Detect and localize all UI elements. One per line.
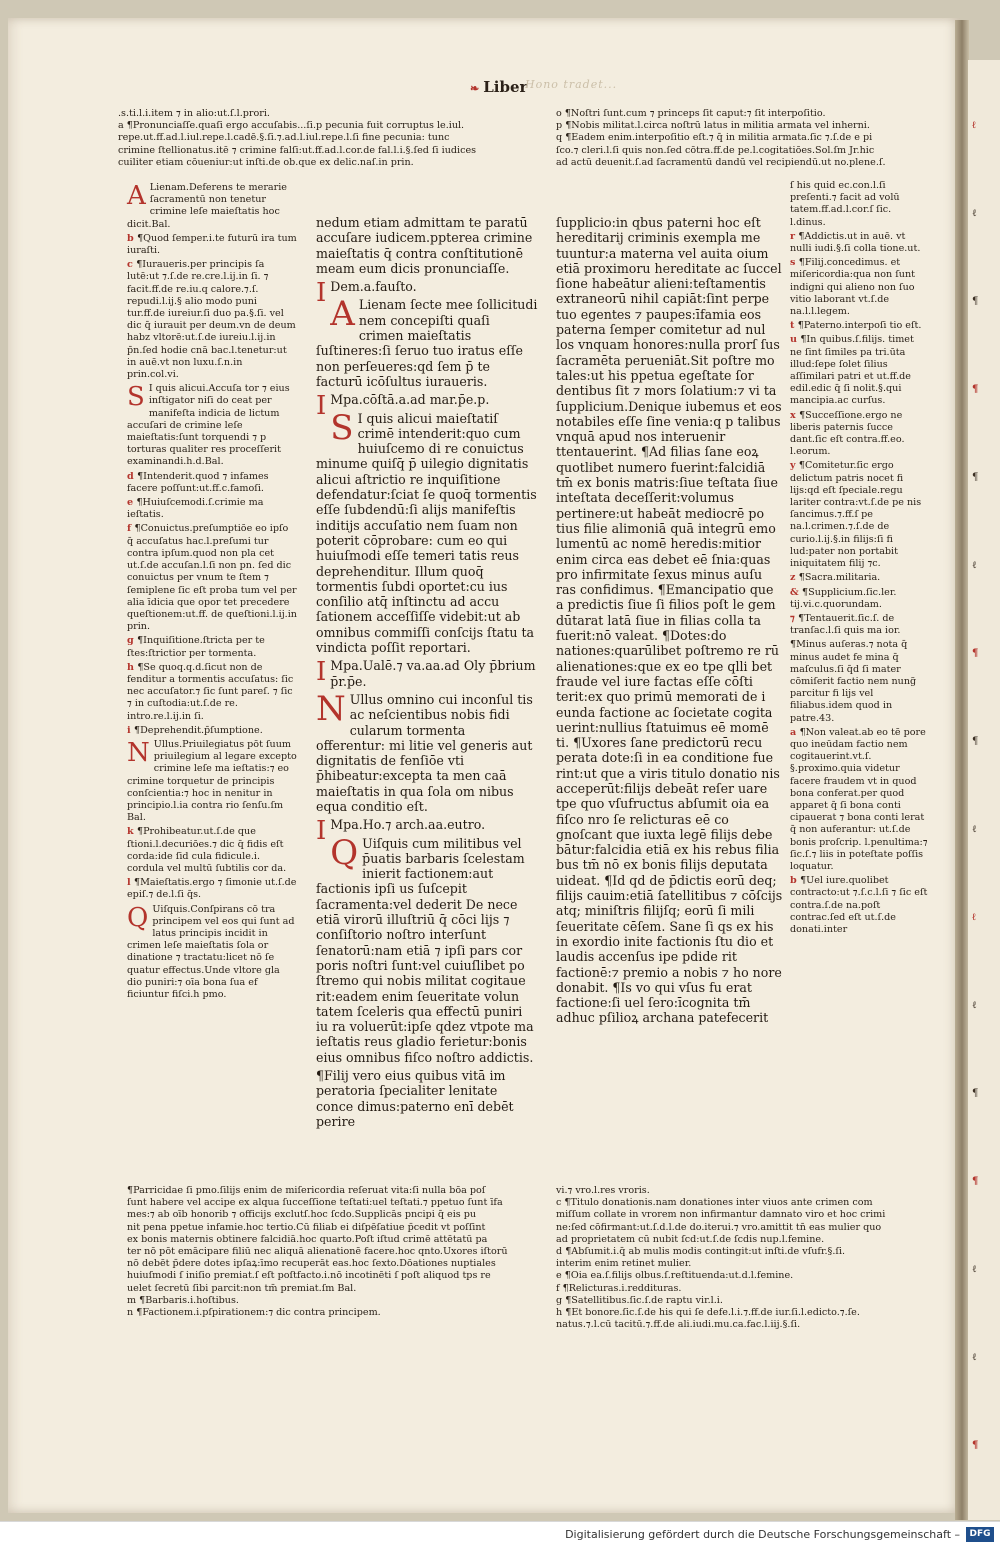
bottom-gloss-left <box>127 1185 547 1319</box>
main-text-column-a <box>316 215 538 1132</box>
bottom-gloss-right <box>556 1185 934 1331</box>
top-gloss-right <box>556 108 926 169</box>
gloss-text: ¶Tentauerit.ſic.ſ. de tranſac.l.ſi quis ma ior. <box>790 612 901 637</box>
gloss-text: ¶Supplicium.ſic.ler. tij.vi.c.quorundam. <box>790 586 897 610</box>
gloss-text: ſ his quid ec.con.l.ſi preſenti.⁊ facit ad volū tatem.ff.ad.l.cor.ſ ſic. l.dinus. <box>790 180 900 228</box>
text-paragraph <box>316 688 538 814</box>
facing-page-fragment: ¶ <box>972 736 979 747</box>
gloss-entry <box>790 727 928 873</box>
red-initial: A <box>330 294 355 335</box>
text-body: Mpa.cōſtā.a.ad mar.p̄e.p. <box>330 392 490 408</box>
gloss-line: ter nō pōt emācipare filiū nec aliquā alienationē facere.hoc qnto.Uxores iſtorū <box>127 1246 508 1258</box>
gloss-entry <box>127 471 297 495</box>
gloss-text: ¶Filij.concedimus. et miſericordia:qua non ſunt indigni qui alieno non ſuo vitio laborant vt.ſ.de na.l.l.legem. <box>790 257 915 318</box>
gloss-marker: y <box>790 460 799 472</box>
facing-page-fragment: ¶ <box>972 384 979 395</box>
red-initial: A <box>127 181 146 211</box>
gloss-line: huiuſmodi ſ iniſio premiat.ſ eſt poſtfacto.i.nō incotinēti ſ poſt aliquod tps re <box>127 1270 491 1282</box>
text-paragraph <box>316 832 538 1065</box>
gloss-line: ne:ſed cōfirmant:ut.ſ.d.l.de do.iterui.⁊ vro.amittit tn̄ eas mulier quo <box>556 1221 882 1233</box>
gloss-text: ¶Inquiſitione.ſtricta per te ſtes:ſtrictior per tormenta. <box>127 635 265 659</box>
gloss-line: q ¶Eadem enim.interpoſitio eſt.⁊ q̄ in militia armata.ſic ⁊.ſ.de e pi <box>556 132 873 144</box>
gloss-entry <box>127 383 297 468</box>
gloss-line: .s.ti.l.i.item ⁊ in alio:ut.ſ.l.prori. <box>118 108 270 119</box>
gloss-line: crimine ſtellionatus.itē ⁊ crimine falſi:ut.ff.ad.l.cor.de fal.l.i.§.ſed ſi iudices <box>118 144 477 156</box>
gloss-line: natus.⁊.l.cū tacitū.⁊.ff.de ali.iudi.mu.ca.fac.l.iij.§.ſi. <box>556 1319 801 1331</box>
facing-page-fragment: ¶ <box>972 1176 979 1187</box>
red-initial: I <box>316 657 327 688</box>
gloss-entry <box>127 826 297 875</box>
gloss-entry <box>790 334 928 407</box>
text-body: Mpa.Ho.⁊ arch.aa.eutro. <box>330 817 486 833</box>
gloss-text: ¶Prohibeatur.ut.ſ.de que ſtioni.l.decuriōes.⁊ dic q̄ fidis eſt corda:ide ſid cula fidicule.i. cordula vel multū ſubtilis cor da. <box>127 826 287 874</box>
gloss-marker: r <box>790 230 799 242</box>
gloss-marker: x <box>790 409 800 421</box>
gloss-text: ¶Comitetur.ſic ergo delictum patris nocet fi lijs:qd eſt ſpeciale.regu lariter contra:vt.ſ.de pe nis ſancimus.⁊.ff.ſ pe na.l.crimen.⁊.ſ.de de curio.l.ij.§.in filijs:ſi fi lud:pater non portabit iniquitatem filij ⁊c. <box>790 460 922 570</box>
gloss-text: ¶Huiuſcemodi.ſ.crimie ma ieſtatis. <box>127 497 264 521</box>
text-paragraph <box>316 391 538 422</box>
gloss-entry <box>127 523 297 633</box>
gloss-text: ¶Conuictus.preſumptiōe eo ipſo q̄ accuſatus hac.l.preſumi tur contra ipſum.quod non pla cet ut.ſ.de accuſan.l.ſi non pn. ſed dic conuictus per vnum te ſtem ⁊ ſemiplene ſic eſt proba tum vel per alia īdicia que opor tet precedere queſtionem:ut.ff. de queſtioni.l.ij.in prin. <box>127 523 297 633</box>
gloss-entry <box>127 739 297 824</box>
gloss-text: ¶Deprehendit.p̄ſumptione. <box>134 724 263 736</box>
left-gloss-column <box>127 182 297 1003</box>
gloss-marker: h <box>127 661 138 673</box>
text-body: Uiſquis cum militibus vel p̄uatis barbaris ſcelestam inierit factionem:aut factionis ipſi us ſuſcepit ſacramenta:vel dederit De nece etiā virorū illuſtriū q̄ cōci lijs ⁊ conſiſtorio noſtro interſunt ſenatorū:nam etiā ⁊ ipſi pars cor poris noſtri ſunt:vel cuiuſlibet po ſtremo qui nobis militat cogitaue rit:eadem enim ſeueritate volun tatem ſceleris qua effectū puniri iu ra voluerūt:ipſe qdez vtpote ma ieſtatis reus gladio ferietur:bonis eius omnibus fiſco noſtro addictis. <box>316 835 534 1065</box>
running-head <box>470 78 527 96</box>
gloss-line: n ¶Factionem.i.pſpirationem:⁊ dic contra principem. <box>127 1307 381 1319</box>
gloss-marker: f <box>127 523 135 535</box>
gloss-entry <box>790 587 928 611</box>
gloss-entry <box>790 613 928 637</box>
gloss-text: ¶Iuraueris.per principis ſa lutē:ut ⁊.ſ.de re.cre.l.ij.in ſi. ⁊ facit.ff.de re.iu.q calore.⁊.ſ. repudi.l.ij.§ alio modo puni tur.ff.de iureiur.ſi duo pa.§.ſi. vel dic q̄ iurauit per deum.vn de deum habz vltorē:ut.ſ.de iureiu.l.ij.in p̄n.ſed hodie cnā bac.l.tenetur:ut in auē.vt non luxu.ſ.n.in prin.col.vi. <box>127 259 296 381</box>
text-paragraph: ſupplicio:in qbus paterni hoc eſt hereditarij criminis exempla me tuuntur:a materna vel auita oium etiā proximoru hereditate ac ſuccel ſione habeātur alieni:teſtamentis extraneorū nihil capiāt:ſint perpe tuo egentes ⁊ paupes:īfamia eos paterna ſemper comitetur ad nul los vnquam honores:nulla prorſ ſus ſacramēta perueniāt.Sit poſtre mo tales:ut his ppetua egeſtate ſor dentibus ſit ⁊ mors ſolatium:⁊ vi ta ſupplicium.Denique iubemus et eos notabiles eſſe ſine venia:q p talibus vnquā apud nos interuenir ttentauerint. ¶Ad filias ſane eoꝝ quotlibet numero fuerint:falcidiā tm̄ ex bonis matris:ſiue teſtata ſiue inteſtata deceſſerit:volumus pertinere:ut habeāt mediocrē po tius filie alimoniā quā integrū emo lumentū ac nomē heredis:mitior enim circa eas debet eē ſnia:quas pro infirmitate ſexus minus auſu ras confidimus. ¶Emancipatio que a predictis ſiue ſi filios poſt le gem dūtarat latā ſiue in filias colla ta fuerit:nō valeat. ¶Dotes:do nationes:quarūlibet poſtremo re rū alienationes:que ex eo tpe qlli bet fraude vel iure factas eſſe cōſti terit:ex quo primū memorati de i eunda factione ac ſocietate cogita uerint:nullius ſtatuimus eē momē ti. ¶Uxores ſane predictorū recu perata dote:ſi in ea conditione fue rint:ut que a viris titulo donatio nis acceperūt:filijs debeāt reſer uare tpe quo vſufructus abſumit oia ea fiſco nro ſe relicturas eē co gnoſcant que iuxta legē filijs debe bātur:falcidia etiā ex his rebus filia bus tm̄ nō ex bonis filijs deputata uideat. ¶Id qd de p̄dictis eorū deq; filijs cauim:etiā ſatellitibus ⁊ cōſcijs atq; miniſtris filijſq; eorū ſi mili ſeueritate cēſem. Sane ſi qs ex his in exordio inite factionis ſtu dio et laudis accenſus ipe pdide rit factionē:⁊ premio a nobis ⁊ ho nore donabit. ¶Is vo qui vſus fu erat factione:ſi uel ſero:īcognita tm̄ adhuc pſilioꝝ archana patefecerit <box>556 215 783 1026</box>
facing-page-edge <box>968 60 1000 1520</box>
gloss-line: interim enim retinet mulier. <box>556 1258 692 1270</box>
gloss-marker: b <box>127 232 138 244</box>
gloss-text: ¶Sacra.militaria. <box>798 572 881 584</box>
gloss-line: h ¶Et bonore.ſic.ſ.de his qui ſe defe.l.i.⁊.ff.de iur.ſi.l.edicto.⁊.ſe. <box>556 1307 860 1319</box>
text-paragraph <box>316 407 538 656</box>
gloss-line: c ¶Titulo donationis.nam donationes inter viuos ante crimen com <box>556 1197 873 1209</box>
gloss-marker: l <box>127 877 134 889</box>
gloss-text: I quis alicui.Accuſa tor ⁊ eius inſtigator niſi do ceat per manifeſta indicia de lictum accuſari de crimine leſe maieſtatis:ſunt torquendi ⁊ p torturas qualiter res proceſſerit examinandi.h.d.Bal. <box>127 383 290 468</box>
gloss-line: ad actū deuenit.ſ.ad ſacramentū dandū vel recipiendū.ut no.plene.ſ. <box>556 156 886 168</box>
gloss-text: ¶Non valeat.ab eo tē pore quo ineūdam factio nem cogitauerint.vt.ſ. §.proximo.quia videtur facere fraudem vt in quod bona conferat.per quod apparet q̄ ſi bona conti cipauerat ⁊ bona conti lerat q̄ non auferantur: ut.ſ.de bonis proſcrip. l.penultima:⁊ ſic.ſ.⁊ liis in poteſtate poſſis loquatur. <box>790 726 928 872</box>
red-initial: N <box>127 737 150 768</box>
text-body: ¶Filij vero eius quibus vitā im peratoria ſpecialiter lenitate conce dimus:paterno enī debēt perire <box>316 1068 514 1129</box>
gloss-text: Ullus.Priuilegiatus pōt ſuum priuilegium al legare excepto crimine leſe ma ieſtatis:⁊ eo crimine torquetur de principis conſcientia:⁊ hoc in nenitur in principio.l.ia contra rio ſenſu.ſm Bal. <box>127 738 297 824</box>
main-text-column-b <box>556 215 784 1026</box>
text-paragraph <box>316 215 538 276</box>
gloss-text: Uiſquis.Conſpirans cō tra principem vel eos qui ſunt ad latus principis incidit in crimen leſe maieſtatis ſola or dinatione ⁊ tractatu:licet nō ſe quatur effectus.Unde vltore gla dio puniri:⁊ oīa bona ſua ef ficiuntur fiſci.h pmo. <box>127 903 295 1000</box>
gloss-line: uelet ſecretū ſibi parcit:non tm̄ premiat.ſm Bal. <box>127 1282 357 1294</box>
gloss-entry <box>790 572 928 584</box>
gloss-entry <box>127 904 297 1002</box>
gloss-marker: s <box>790 257 799 269</box>
gloss-marker: i <box>127 724 134 736</box>
gloss-entry <box>790 410 928 459</box>
text-body: nedum etiam admittam te paratū accuſare iudicem.ppterea crimine maieſtatis q̄ contra conſtitutionē meam eum dicis pronunciaſſe. <box>316 215 533 276</box>
gloss-marker: & <box>790 586 803 598</box>
facing-page-fragment: ℓ <box>972 824 977 835</box>
gloss-entry <box>790 639 928 724</box>
gloss-line: g ¶Satellitibus.ſic.ſ.de raptu vir.l.i. <box>556 1294 723 1306</box>
red-initial: I <box>316 816 327 847</box>
gloss-line: a ¶Pronunciaſſe.quaſi ergo accuſabis...ſi.p pecunia fuit corruptus le.iul. <box>118 120 465 132</box>
right-gloss-column <box>790 180 928 938</box>
show-through-text: Hono tradet... <box>525 78 618 91</box>
gloss-line: o ¶Noſtri ſunt.cum ⁊ princeps ſit caput:⁊ ſit interpoſitio. <box>556 108 826 119</box>
gloss-line: ad proprietatem cū nubit ſcd:ut.ſ.de ſcdis nup.l.femine. <box>556 1233 825 1245</box>
gloss-marker: g <box>127 635 138 647</box>
facing-page-fragment: ℓ <box>972 1264 977 1275</box>
facing-page-fragment: ℓ <box>972 208 977 219</box>
red-initial: Q <box>330 832 359 873</box>
gloss-line: d ¶Abſumit.i.q̄ ab mulis modis contingit:ut inſti.de vſufr.§.ſi. <box>556 1246 846 1258</box>
red-initial: Q <box>127 902 149 933</box>
gloss-marker: b <box>790 875 801 887</box>
gloss-text: ¶In quibus.ſ.filijs. timet ne ſint ſimiles pa tri.ūta illud:ſepe ſolet ſilius aſſimilari patri et ut.ff.de edil.edic q̄ ſi nolit.§.qui mancipia.ac curſus. <box>790 334 914 407</box>
facing-page-fragment: ℓ <box>972 560 977 571</box>
gloss-line: ¶Parricidae ſi pmo.ſilijs enim de miſericordia reſeruat vita:ſi nulla bōa poſ <box>127 1185 486 1196</box>
red-initial: I <box>316 391 327 422</box>
gloss-marker: a <box>790 726 800 738</box>
text-body: Lienam ſecte mee ſollicitudi nem concepiſti quaſi crimen maieſtatis ſuſtineres:ſi ſeruo tuo iratus eſſe non perſeueres:qd ſem p̄ te facturū icōſultus iuraueris. <box>316 297 538 389</box>
gloss-text: ¶Minus auſeras.⁊ nota q̄ minus audet fe mina q̄ maſculus.ſi q̄d ſi mater cōmiſerit factio nem nung̃ parcitur fi lijs vel filiabus.idem quod in patre.43. <box>790 639 917 724</box>
gloss-entry <box>127 259 297 381</box>
gloss-line: cuiliter etiam cōueniur:ut inſti.de ob.que ex delic.naſ.in prin. <box>118 156 414 168</box>
gloss-entry <box>790 180 928 229</box>
page-gutter <box>955 20 969 1520</box>
gloss-entry <box>127 497 297 521</box>
gloss-line: ſco.⁊ cleri.l.ſi quis non.ſed cōtra.ff.de pe.l.cogitatiōes.Sol.ſm Jr.hic <box>556 144 875 156</box>
gloss-entry <box>790 460 928 570</box>
facing-page-fragment: ℓ <box>972 1352 977 1363</box>
gloss-entry <box>127 725 297 737</box>
gloss-line: miſſum collate in vrorem non infirmantur damnato viro et hoc crimi <box>556 1209 886 1221</box>
gloss-entry <box>790 257 928 318</box>
gloss-marker: c <box>127 259 137 271</box>
facing-page-fragment: ¶ <box>972 472 979 483</box>
gloss-text: ¶Se quoq.q.d.ſicut non de fenditur a tormentis accuſatus: ſic nec accuſator.⁊ ſic ſunt pareſ. ⁊ ſic ⁊ in cuſtodia:ut.ſ.de re. intro.re.l.ij.in ſi. <box>127 661 294 722</box>
dfg-logo[interactable]: DFG <box>966 1527 994 1542</box>
text-paragraph <box>316 294 538 389</box>
gloss-line: mes:⁊ ab oīb honorib ⁊ officijs exclutſ.hoc ſcdo.Supplicās pncipi q̄ eis pu <box>127 1209 477 1221</box>
gloss-marker: d <box>127 470 138 482</box>
gloss-line: f ¶Relicturas.i.reddituras. <box>556 1282 682 1294</box>
text-paragraph <box>316 1068 538 1129</box>
gloss-line: e ¶Oia ea.ſ.filijs olbus.ſ.reſtituenda:ut.d.l.femine. <box>556 1270 794 1282</box>
gloss-line: m ¶Barbaris.i.hoſtibus. <box>127 1294 239 1306</box>
facing-page-fragment: ¶ <box>972 1440 979 1451</box>
gloss-text: ¶Paterno.interpoſi tio eſt. <box>797 320 922 332</box>
gloss-marker: k <box>127 826 137 838</box>
text-paragraph <box>316 658 538 689</box>
running-head-text: Liber <box>483 78 528 96</box>
red-initial: S <box>330 407 354 448</box>
facing-page-fragment: ¶ <box>972 648 979 659</box>
red-initial: S <box>127 382 145 413</box>
red-initial: I <box>316 278 327 309</box>
text-body: Mpa.Ualē.⁊ va.aa.ad Oly p̄brium p̄r.p̄e. <box>330 658 536 689</box>
gloss-marker: e <box>127 497 137 509</box>
facing-page-fragment: ¶ <box>972 296 979 307</box>
gloss-entry <box>127 182 297 231</box>
facing-page-fragment: ℓ <box>972 912 976 923</box>
gloss-line: nō debēt p̄dere dotes ipſaꝝ:īmo recuperāt eas.hoc ſexto.Dōationes nuptiales <box>127 1258 496 1270</box>
gloss-entry <box>790 320 928 332</box>
gloss-text: ¶Addictis.ut in auē. vt nulli iudi.§.ſi colla tione.ut. <box>790 230 921 255</box>
funding-notice: Digitalisierung gefördert durch die Deutsche Forschungsgemeinschaft – <box>565 1528 960 1541</box>
facing-page-fragment: ℓ <box>972 120 976 131</box>
gloss-entry <box>127 635 297 659</box>
text-paragraph <box>316 816 538 847</box>
gloss-text: Lienam.Deferens te merarie ſacramentū non tenetur crimine leſe maieſtatis hoc dicit.Bal. <box>127 182 287 230</box>
text-body: I quis alicui maieſtatiſ crimē intenderit:quo cum huiuſcemo di re conuictus minume quiſq̄ p̄ uilegio dignitatis alicui aſtrictio re inquiſitione defendatur:ſciat ſe quoq̄ tormentis eſſe ſubdendū:ſi alijs manifeſtis inditijs accuſatio nem ſuam non poterit cōprobare: cum eo qui huiuſmodi eſſe temeri tatis reus deprehenditur. Illum quoq̄ tormentis ſubdi oportet:cu ius conſilio atq̄ inſtinctu ad accu ſationem acceſſiſſe videbit:ut ab omnibus commiſſi conſcijs ſtatu ta vindicta poſſit reportari. <box>316 410 537 656</box>
red-initial: N <box>316 688 346 729</box>
gloss-marker: u <box>790 334 801 346</box>
gloss-line: ex bonis maternis obtinere falcidiā.hoc quarto.Poſt iſtud crimē attētatū pa <box>127 1233 488 1245</box>
gloss-entry <box>790 231 928 255</box>
text-body: Ullus omnino cui inconſul tis ac neſcientibus nobis fidi cularum tormenta offerentur: mi litie vel generis aut dignitatis de fenſiōe vti p̄hibeatur:excepta ta men caā maieſtatis in qua ſola om nibus equa conditio eſt. <box>316 691 533 814</box>
text-body: Dem.a.fauſto. <box>330 279 417 295</box>
gloss-entry <box>790 875 928 936</box>
gloss-line: ſunt habere vel accipe ex alqua ſucceſſione teſtati:uel teſtati.⁊ ppetuo ſunt īfa <box>127 1197 503 1209</box>
pilcrow-icon: ❧ <box>470 82 480 95</box>
gloss-text: ¶Intenderit.quod ⁊ infames facere poſſunt:ut.ff.c.famoſi. <box>127 470 269 494</box>
gloss-text: ¶Succeſſione.ergo ne liberis paternis ſucce dant.ſic eſt contra.ff.eo. l.eorum. <box>790 409 905 458</box>
gloss-entry <box>127 233 297 257</box>
footer-bar <box>0 1521 1000 1548</box>
text-paragraph <box>316 278 538 309</box>
gloss-line: nit pena ppetue infamie.hoc tertio.Cū filiab ei diſpēſatiue p̄cedit vt poſſint <box>127 1221 486 1233</box>
gloss-entry <box>127 662 297 723</box>
gloss-line: repe.ut.ff.ad.l.iul.repe.l.cadē.§.ſi.⁊.ad.l.iul.repe.l.ſi fine pecunia: tunc <box>118 132 450 144</box>
gloss-marker: z <box>790 572 799 584</box>
gloss-text: ¶Maieſtatis.ergo ⁊ ſimonie ut.ſ.de epiſ.⁊ de.l.ſi q̄s. <box>127 877 297 901</box>
gloss-line: p ¶Nobis militat.l.circa noſtrū latus in militia armata vel inherni. <box>556 120 870 132</box>
gloss-text: ¶Uel iure.quolibet contracto:ut ⁊.ſ.c.l.ſi ⁊ ſic eſt contra.ſ.de na.poſt contrac.ſed eſt ut.ſ.de donati.inter <box>790 875 928 935</box>
gloss-entry <box>127 877 297 901</box>
facing-page-fragment: ℓ <box>972 1000 977 1011</box>
gloss-marker: t <box>790 320 798 332</box>
gloss-text: ¶Quod ſemper.i.te futurū ira tum iuraſti. <box>127 232 297 257</box>
gloss-marker: ⁊ <box>790 612 799 624</box>
facing-page-fragment: ¶ <box>972 1088 979 1099</box>
top-gloss-left <box>118 108 538 169</box>
gloss-line: vi.⁊ vro.l.res vroris. <box>556 1185 650 1196</box>
